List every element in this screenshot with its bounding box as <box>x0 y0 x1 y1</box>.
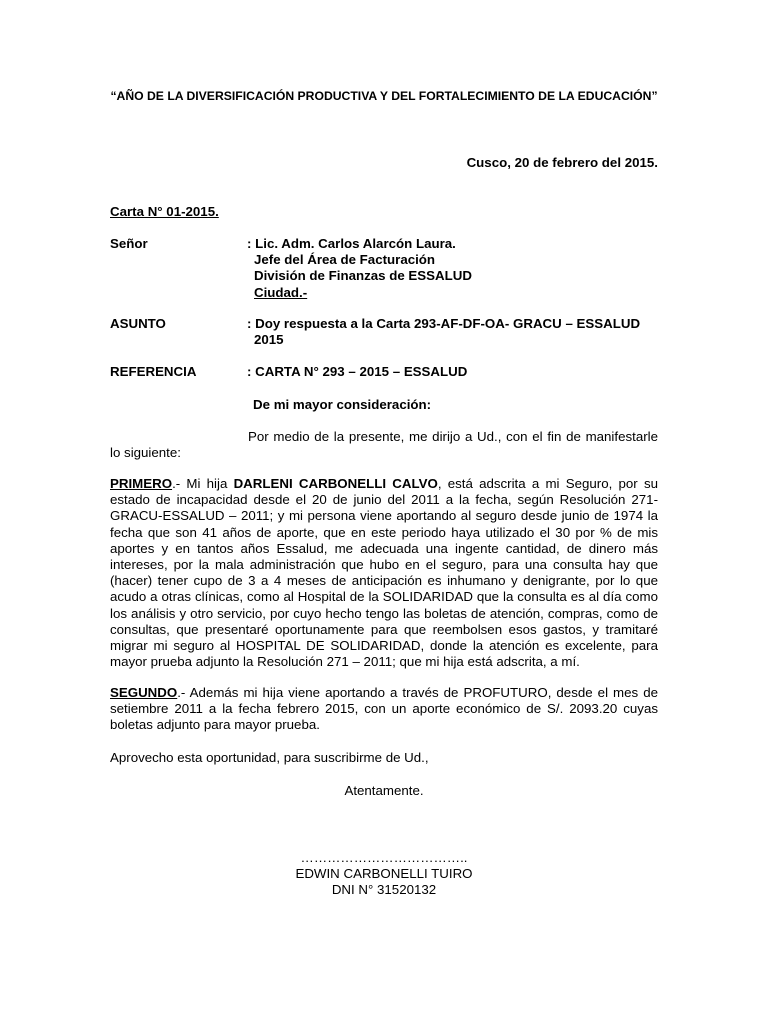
reference-value <box>247 364 658 380</box>
signature-block <box>110 850 658 899</box>
sign-off: Atentamente. <box>344 783 424 798</box>
recipient-label: Señor <box>110 236 148 251</box>
signer-dni: DNI N° 31520132 <box>331 882 437 898</box>
reference-text: : CARTA N° 293 – 2015 – ESSALUD <box>247 364 468 379</box>
segundo-body: .- Además mi hija viene aportando a través de PROFUTURO, desde el mes de setiembre 2011 a la fecha febrero 2015, con un aporte económico de S/. 2093.20 cuyas boletas adjunto para mayor prueba. <box>110 685 658 733</box>
signature-dots: ……………………………….. <box>300 850 468 865</box>
year-motto: “AÑO DE LA DIVERSIFICACIÓN PRODUCTIVA Y DEL FORTALECIMIENTO DE LA EDUCACIÓN” <box>110 89 658 103</box>
paragraph-segundo <box>110 685 658 734</box>
paragraph-primero <box>110 476 658 670</box>
subject-label: ASUNTO <box>110 316 166 331</box>
subject-line-2: 2015 <box>254 332 284 348</box>
reference-label: REFERENCIA <box>110 364 197 379</box>
closing-line: Aprovecho esta oportunidad, para suscribirme de Ud., <box>110 750 429 765</box>
primero-lead: .- Mi hija <box>172 476 234 491</box>
subject-line-1: : Doy respuesta a la Carta 293-AF-DF-OA- GRACU – ESSALUD <box>247 316 641 331</box>
recipient-title: Jefe del Área de Facturación <box>254 252 436 268</box>
recipient-division: División de Finanzas de ESSALUD <box>254 268 472 284</box>
signer-name: EDWIN CARBONELLI TUIRO <box>295 866 473 882</box>
letter-date: Cusco, 20 de febrero del 2015. <box>466 155 658 170</box>
greeting: De mi mayor consideración: <box>253 397 432 412</box>
daughter-name: DARLENI CARBONELLI CALVO <box>233 476 438 491</box>
primero-heading: PRIMERO <box>110 476 173 491</box>
recipient-value <box>247 236 658 301</box>
subject-value <box>247 316 658 348</box>
recipient-city: Ciudad.- <box>254 284 308 300</box>
primero-body: , está adscrita a mi Seguro, por su estado de incapacidad desde el 20 de junio del 2011 a la fecha, según Resolución 271-GRACU-ESSALUD – 2011; y mi persona viene aportando al seguro desde junio de 1974 la fecha que son 41 años de aporte, que en este periodo haya utilizado el 30 por % de mis aportes y en tantos años Essalud, me adecuada una ingente cantidad, de dinero más intereses, por la mala administración que hubo en el seguro, para una consulta hay que (hacer) tener cupo de 3 a 4 meses de anticipación es inhumano y denigrante, por lo que acudo a otras clínicas, como al Hospital de la SOLIDARIDAD que la consulta es al día como los análisis y otro servicio, por cuyo hecho tengo las boletas de atención, compras, como de consultas, que presentaré oportunamente para que reembolsen esos gastos, y tramitaré migrar mi seguro al HOSPITAL DE SOLIDARIDAD, donde la atención es excelente, para mayor prueba adjunto la Resolución 271 – 2011; que mi hija está adscrita, a mí. <box>110 476 658 670</box>
letter-number: Carta N° 01-2015. <box>110 204 219 219</box>
recipient-name: : Lic. Adm. Carlos Alarcón Laura. <box>247 236 456 251</box>
intro-paragraph: Por medio de la presente, me dirijo a Ud., con el fin de manifestarle lo siguiente: <box>110 429 658 461</box>
segundo-heading: SEGUNDO <box>110 685 178 700</box>
